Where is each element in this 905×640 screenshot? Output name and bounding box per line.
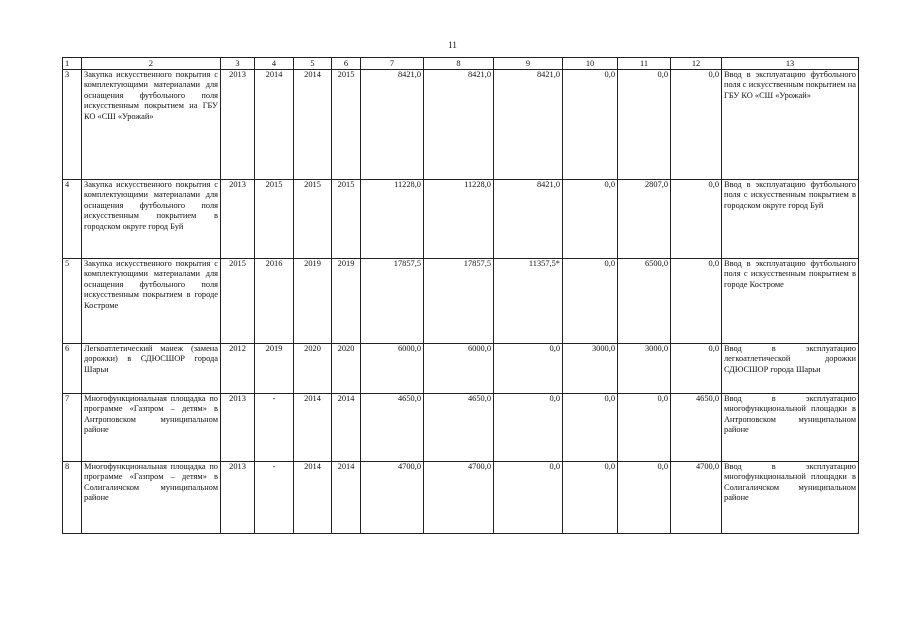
column-number: 9 [494, 58, 563, 70]
event-name-cell: Легкоатлетический манеж (замена дорожки) в СДЮСШОР города Шарьи [82, 344, 221, 394]
column-number: 13 [722, 58, 859, 70]
amount-cell: 8421,0 [494, 180, 563, 259]
amount-cell: 3000,0 [563, 344, 618, 394]
year-cell: 2014 [332, 394, 361, 462]
amount-cell: 0,0 [671, 180, 722, 259]
program-table [62, 57, 859, 534]
event-name-cell: Закупка искусственного покрытия с комплектующими материалами для оснащения футбольного поля искусственным покрытием в городе Костроме [82, 259, 221, 344]
amount-cell: 17857,5 [361, 259, 424, 344]
amount-cell: 4700,0 [361, 462, 424, 534]
row-number: 4 [63, 180, 82, 259]
year-cell: 2014 [332, 462, 361, 534]
year-cell: - [255, 394, 294, 462]
amount-cell: 4650,0 [424, 394, 494, 462]
table-row [63, 180, 859, 259]
amount-cell: 0,0 [563, 70, 618, 180]
year-cell: 2014 [294, 70, 332, 180]
event-name-cell: Закупка искусственного покрытия с комплектующими материалами для оснащения футбольного поля искусственным покрытием в городском округе город Буй [82, 180, 221, 259]
amount-cell: 0,0 [494, 462, 563, 534]
page-number: 11 [448, 40, 457, 50]
amount-cell: 6000,0 [361, 344, 424, 394]
result-cell: Ввод в эксплуатацию футбольного поля с искусственным покрытием в городском округе город Буй [722, 180, 859, 259]
amount-cell: 0,0 [618, 70, 671, 180]
year-cell: 2015 [221, 259, 255, 344]
amount-cell: 0,0 [618, 462, 671, 534]
event-name-cell: Многофункциональная площадка по программе «Газпром – детям» в Солигаличском муниципальном районе [82, 462, 221, 534]
column-number: 7 [361, 58, 424, 70]
year-cell: 2013 [221, 180, 255, 259]
column-number: 12 [671, 58, 722, 70]
row-number: 8 [63, 462, 82, 534]
result-cell: Ввод в эксплуатацию многофункциональной площадки в Солигаличском муниципальном районе [722, 462, 859, 534]
year-cell: 2019 [255, 344, 294, 394]
amount-cell: 0,0 [618, 394, 671, 462]
year-cell: 2016 [255, 259, 294, 344]
table-row [63, 259, 859, 344]
year-cell: 2013 [221, 462, 255, 534]
year-cell: 2012 [221, 344, 255, 394]
amount-cell: 0,0 [494, 344, 563, 394]
year-cell: 2019 [294, 259, 332, 344]
column-number: 11 [618, 58, 671, 70]
result-cell: Ввод в эксплуатацию футбольного поля с искусственным покрытием в городе Костроме [722, 259, 859, 344]
year-cell: 2020 [332, 344, 361, 394]
amount-cell: 3000,0 [618, 344, 671, 394]
event-name-cell: Закупка искусственного покрытия с комплектующими материалами для оснащения футбольного поля искусственным покрытием на ГБУ КО «СШ «Урожай» [82, 70, 221, 180]
column-number: 2 [82, 58, 221, 70]
amount-cell: 0,0 [563, 259, 618, 344]
year-cell: 2015 [294, 180, 332, 259]
amount-cell: 8421,0 [424, 70, 494, 180]
table-row [63, 344, 859, 394]
year-cell: 2015 [255, 180, 294, 259]
result-cell: Ввод в эксплуатацию футбольного поля с искусственным покрытием на ГБУ КО «СШ «Урожай» [722, 70, 859, 180]
year-cell: 2013 [221, 70, 255, 180]
column-number: 6 [332, 58, 361, 70]
amount-cell: 11228,0 [424, 180, 494, 259]
amount-cell: 0,0 [563, 462, 618, 534]
year-cell: 2019 [332, 259, 361, 344]
year-cell: 2015 [332, 180, 361, 259]
column-number: 1 [63, 58, 82, 70]
year-cell: 2015 [332, 70, 361, 180]
year-cell: 2013 [221, 394, 255, 462]
amount-cell: 6000,0 [424, 344, 494, 394]
amount-cell: 8421,0 [361, 70, 424, 180]
amount-cell: 6500,0 [618, 259, 671, 344]
amount-cell: 4700,0 [671, 462, 722, 534]
column-number: 8 [424, 58, 494, 70]
column-number: 4 [255, 58, 294, 70]
year-cell: 2014 [294, 394, 332, 462]
column-number: 5 [294, 58, 332, 70]
amount-cell: 4700,0 [424, 462, 494, 534]
amount-cell: 0,0 [671, 70, 722, 180]
amount-cell: 11357,5* [494, 259, 563, 344]
amount-cell: 8421,0 [494, 70, 563, 180]
row-number: 6 [63, 344, 82, 394]
year-cell: - [255, 462, 294, 534]
year-cell: 2014 [294, 462, 332, 534]
row-number: 7 [63, 394, 82, 462]
amount-cell: 0,0 [671, 344, 722, 394]
year-cell: 2020 [294, 344, 332, 394]
result-cell: Ввод в эксплуатацию многофункциональной площадки в Антроповском муниципальном районе [722, 394, 859, 462]
table-row [63, 462, 859, 534]
amount-cell: 4650,0 [361, 394, 424, 462]
year-cell: 2014 [255, 70, 294, 180]
amount-cell: 17857,5 [424, 259, 494, 344]
amount-cell: 4650,0 [671, 394, 722, 462]
amount-cell: 0,0 [671, 259, 722, 344]
column-number: 10 [563, 58, 618, 70]
amount-cell: 0,0 [494, 394, 563, 462]
result-cell: Ввод в эксплуатацию легкоатлетической дорожки СДЮСШОР города Шарьи [722, 344, 859, 394]
row-number: 5 [63, 259, 82, 344]
row-number: 3 [63, 70, 82, 180]
amount-cell: 11228,0 [361, 180, 424, 259]
table-row [63, 394, 859, 462]
amount-cell: 2807,0 [618, 180, 671, 259]
column-number-row [63, 58, 859, 70]
table-row [63, 70, 859, 180]
column-number: 3 [221, 58, 255, 70]
amount-cell: 0,0 [563, 394, 618, 462]
amount-cell: 0,0 [563, 180, 618, 259]
event-name-cell: Многофункциональная площадка по программе «Газпром – детям» в Антроповском муниципальном районе [82, 394, 221, 462]
